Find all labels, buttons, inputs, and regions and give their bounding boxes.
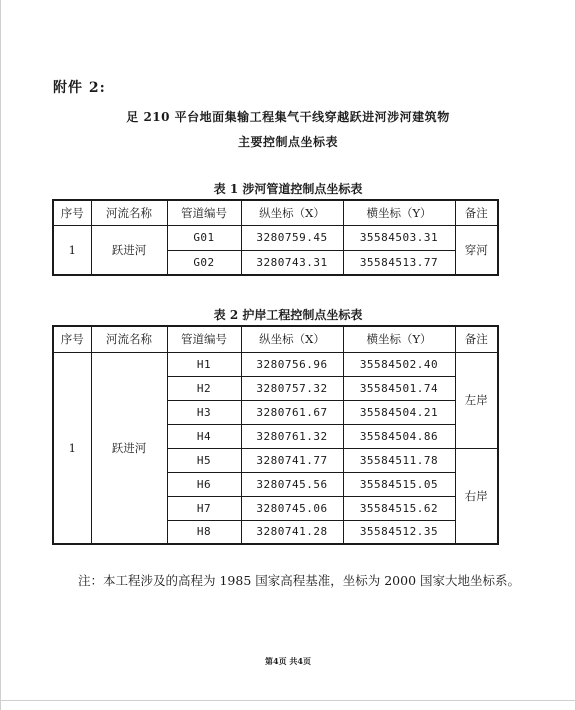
header-cell: 管道编号	[167, 200, 241, 225]
x-coordinate-cell: 3280759.45	[241, 225, 343, 250]
y-coordinate-cell: 35584511.78	[343, 448, 455, 472]
y-coordinate-cell: 35584504.21	[343, 400, 455, 424]
table2	[52, 325, 499, 545]
page-number: 第4页 共4页	[265, 656, 311, 666]
document-title: 足 210 平台地面集输工程集气干线穿越跃进河涉河建筑物	[126, 110, 450, 124]
y-coordinate-cell: 35584515.62	[343, 496, 455, 520]
header-cell: 横坐标（Y）	[343, 200, 455, 225]
table2-header-row	[53, 326, 498, 352]
x-coordinate-cell: 3280761.32	[241, 424, 343, 448]
table1	[52, 199, 499, 276]
remark-cell-right-bank: 右岸	[455, 448, 498, 544]
x-coordinate-cell: 3280756.96	[241, 352, 343, 376]
attachment-label: 附件 2:	[53, 80, 106, 96]
y-coordinate-cell: 35584513.77	[343, 250, 455, 275]
header-cell: 备注	[455, 200, 498, 225]
pipe-id-cell: G02	[167, 250, 241, 275]
header-cell: 纵坐标（X）	[241, 326, 343, 352]
header-cell: 纵坐标（X）	[241, 200, 343, 225]
header-cell: 管道编号	[167, 326, 241, 352]
pipe-id-cell: H6	[167, 472, 241, 496]
y-coordinate-cell: 35584502.40	[343, 352, 455, 376]
page-left-edge	[0, 0, 1, 710]
y-coordinate-cell: 35584504.86	[343, 424, 455, 448]
header-cell: 备注	[455, 326, 498, 352]
x-coordinate-cell: 3280745.56	[241, 472, 343, 496]
page-bottom-edge	[0, 700, 576, 701]
pipe-id-cell: H3	[167, 400, 241, 424]
pipe-id-cell: H2	[167, 376, 241, 400]
table1-header-row	[53, 200, 498, 225]
header-cell: 横坐标（Y）	[343, 326, 455, 352]
table-row	[53, 352, 498, 376]
x-coordinate-cell: 3280757.32	[241, 376, 343, 400]
pipe-id-cell: H5	[167, 448, 241, 472]
x-coordinate-cell: 3280743.31	[241, 250, 343, 275]
pipe-id-cell: H7	[167, 496, 241, 520]
x-coordinate-cell: 3280745.06	[241, 496, 343, 520]
index-cell: 1	[53, 352, 91, 544]
y-coordinate-cell: 35584515.05	[343, 472, 455, 496]
table1-caption: 表 1 涉河管道控制点坐标表	[213, 182, 363, 196]
pipe-id-cell: H1	[167, 352, 241, 376]
header-cell: 序号	[53, 326, 91, 352]
index-cell: 1	[53, 225, 91, 275]
header-cell: 河流名称	[91, 200, 167, 225]
pipe-id-cell: G01	[167, 225, 241, 250]
table2-caption: 表 2 护岸工程控制点坐标表	[213, 308, 363, 322]
header-cell: 河流名称	[91, 326, 167, 352]
river-name-cell: 跃进河	[91, 225, 167, 275]
pipe-id-cell: H8	[167, 520, 241, 544]
remark-cell: 穿河	[455, 225, 498, 275]
y-coordinate-cell: 35584503.31	[343, 225, 455, 250]
pipe-id-cell: H4	[167, 424, 241, 448]
header-cell: 序号	[53, 200, 91, 225]
table-row	[53, 225, 498, 250]
y-coordinate-cell: 35584512.35	[343, 520, 455, 544]
x-coordinate-cell: 3280741.28	[241, 520, 343, 544]
remark-cell-left-bank: 左岸	[455, 352, 498, 448]
x-coordinate-cell: 3280741.77	[241, 448, 343, 472]
river-name-cell: 跃进河	[91, 352, 167, 544]
x-coordinate-cell: 3280761.67	[241, 400, 343, 424]
footnote: 注：本工程涉及的高程为 1985 国家高程基准，坐标为 2000 国家大地坐标系。	[78, 573, 521, 588]
document-subtitle: 主要控制点坐标表	[237, 135, 338, 149]
y-coordinate-cell: 35584501.74	[343, 376, 455, 400]
